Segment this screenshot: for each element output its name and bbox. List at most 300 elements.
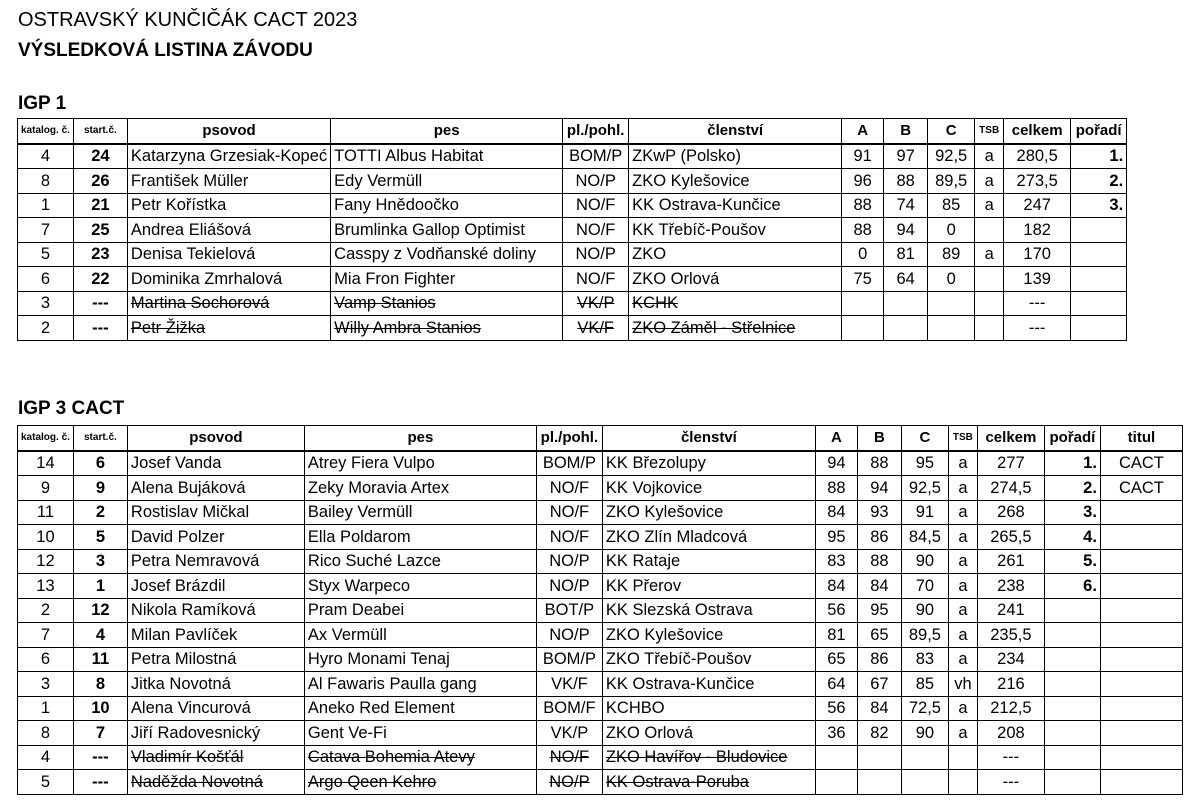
cell-clenstvi: ZKO Kylešovice: [629, 169, 842, 194]
results-table-igp1: [17, 118, 1127, 341]
cell-celkem: ---: [1004, 291, 1071, 316]
cell-b: 82: [857, 721, 901, 746]
cell-tsb: [948, 745, 977, 770]
cell-tsb: a: [948, 696, 977, 721]
cell-poradi: [1071, 291, 1127, 316]
cell-start: 3: [73, 549, 127, 574]
cell-plpohl: NO/F: [536, 745, 602, 770]
cell-b: 84: [857, 696, 901, 721]
cell-katalog: 2: [18, 598, 74, 623]
table-row: [18, 476, 1183, 501]
cell-c: 90: [901, 721, 948, 746]
cell-pes: Pram Deabei: [304, 598, 536, 623]
cell-katalog: 3: [18, 672, 74, 697]
cell-celkem: 139: [1004, 267, 1071, 292]
cell-tsb: a: [948, 598, 977, 623]
cell-poradi: [1044, 647, 1100, 672]
cell-tsb: vh: [948, 672, 977, 697]
cell-b: 67: [857, 672, 901, 697]
cell-celkem: 265,5: [977, 525, 1044, 550]
cell-clenstvi: ZKO Kylešovice: [602, 623, 815, 648]
table-row: [18, 193, 1127, 218]
cell-c: 85: [901, 672, 948, 697]
cell-clenstvi: KK Ostrava-Kunčice: [629, 193, 842, 218]
cell-poradi: 3.: [1044, 500, 1100, 525]
cell-plpohl: NO/P: [536, 549, 602, 574]
cell-clenstvi: KK Ostrava-Kunčice: [602, 672, 815, 697]
table-row: [18, 291, 1127, 316]
col-clenstvi: členství: [602, 426, 815, 451]
cell-pes: Zeky Moravia Artex: [304, 476, 536, 501]
cell-pes: Atrey Fiera Vulpo: [304, 451, 536, 476]
cell-tsb: a: [948, 623, 977, 648]
cell-c: 83: [901, 647, 948, 672]
cell-b: 88: [857, 549, 901, 574]
cell-celkem: 212,5: [977, 696, 1044, 721]
cell-titul: [1100, 549, 1182, 574]
cell-b: 88: [857, 451, 901, 476]
cell-katalog: 5: [18, 242, 74, 267]
table-row: [18, 647, 1183, 672]
table-row: [18, 745, 1183, 770]
cell-start: 9: [73, 476, 127, 501]
cell-katalog: 7: [18, 623, 74, 648]
cell-start: 4: [73, 623, 127, 648]
col-start: start.č.: [73, 119, 127, 144]
cell-poradi: [1044, 721, 1100, 746]
cell-pes: Bailey Vermüll: [304, 500, 536, 525]
cell-psovod: Dominika Zmrhalová: [127, 267, 330, 292]
cell-c: 70: [901, 574, 948, 599]
cell-clenstvi: KK Třebíč-Poušov: [629, 218, 842, 243]
cell-celkem: ---: [977, 745, 1044, 770]
cell-pes: Ella Poldarom: [304, 525, 536, 550]
cell-clenstvi: KK Březolupy: [602, 451, 815, 476]
cell-katalog: 4: [18, 745, 74, 770]
cell-clenstvi: ZKwP (Polsko): [629, 144, 842, 169]
table-row: [18, 721, 1183, 746]
cell-clenstvi: ZKO Orlová: [602, 721, 815, 746]
cell-titul: [1100, 770, 1182, 795]
cell-a: [842, 291, 884, 316]
cell-a: [815, 745, 857, 770]
cell-psovod: Petra Nemravová: [127, 549, 304, 574]
cell-titul: [1100, 574, 1182, 599]
cell-plpohl: VK/P: [536, 721, 602, 746]
cell-clenstvi: KK Rataje: [602, 549, 815, 574]
cell-start: 10: [73, 696, 127, 721]
cell-b: 74: [884, 193, 928, 218]
cell-poradi: 3.: [1071, 193, 1127, 218]
col-psovod: psovod: [127, 119, 330, 144]
col-b: B: [884, 119, 928, 144]
col-tsb: TSB: [975, 119, 1004, 144]
table-row: [18, 144, 1127, 169]
cell-plpohl: VK/F: [536, 672, 602, 697]
cell-titul: [1100, 672, 1182, 697]
cell-pes: Brumlinka Gallop Optimist: [331, 218, 563, 243]
col-poradi: pořadí: [1044, 426, 1100, 451]
cell-tsb: a: [948, 549, 977, 574]
cell-clenstvi: ZKO Havířov - Bludovice: [602, 745, 815, 770]
cell-katalog: 4: [18, 144, 74, 169]
cell-pes: Edy Vermüll: [331, 169, 563, 194]
table-row: [18, 169, 1127, 194]
cell-clenstvi: ZKO Záměl - Střelnice: [629, 316, 842, 341]
cell-plpohl: NO/F: [536, 476, 602, 501]
col-poradi: pořadí: [1071, 119, 1127, 144]
table-row: [18, 451, 1183, 476]
col-a: A: [815, 426, 857, 451]
cell-a: 56: [815, 598, 857, 623]
cell-titul: [1100, 721, 1182, 746]
cell-tsb: a: [948, 476, 977, 501]
cell-tsb: a: [975, 144, 1004, 169]
cell-plpohl: NO/F: [563, 267, 629, 292]
cell-pes: Gent Ve-Fi: [304, 721, 536, 746]
cell-poradi: [1071, 218, 1127, 243]
col-c: C: [928, 119, 975, 144]
cell-celkem: 247: [1004, 193, 1071, 218]
cell-psovod: Rostislav Mičkal: [127, 500, 304, 525]
cell-plpohl: NO/P: [536, 574, 602, 599]
table-row: [18, 598, 1183, 623]
cell-poradi: [1044, 745, 1100, 770]
cell-psovod: Petr Kořístka: [127, 193, 330, 218]
cell-titul: CACT: [1100, 476, 1182, 501]
cell-b: [884, 291, 928, 316]
table-row: [18, 525, 1183, 550]
cell-celkem: 280,5: [1004, 144, 1071, 169]
cell-pes: Mia Fron Fighter: [331, 267, 563, 292]
cell-poradi: 5.: [1044, 549, 1100, 574]
cell-poradi: 1.: [1071, 144, 1127, 169]
col-psovod: psovod: [127, 426, 304, 451]
cell-plpohl: NO/F: [563, 193, 629, 218]
cell-katalog: 3: [18, 291, 74, 316]
cell-plpohl: BOT/P: [536, 598, 602, 623]
cell-katalog: 5: [18, 770, 74, 795]
cell-c: [901, 770, 948, 795]
cell-c: 89,5: [901, 623, 948, 648]
cell-tsb: [975, 316, 1004, 341]
cell-clenstvi: KK Slezská Ostrava: [602, 598, 815, 623]
cell-plpohl: NO/P: [536, 770, 602, 795]
cell-tsb: a: [975, 169, 1004, 194]
cell-katalog: 10: [18, 525, 74, 550]
cell-a: 88: [842, 193, 884, 218]
cell-katalog: 14: [18, 451, 74, 476]
cell-c: 0: [928, 267, 975, 292]
cell-celkem: 277: [977, 451, 1044, 476]
cell-tsb: a: [948, 451, 977, 476]
cell-katalog: 1: [18, 696, 74, 721]
cell-a: 94: [815, 451, 857, 476]
cell-a: [842, 316, 884, 341]
cell-psovod: Jitka Novotná: [127, 672, 304, 697]
table-row: [18, 218, 1127, 243]
table-row: [18, 500, 1183, 525]
cell-katalog: 7: [18, 218, 74, 243]
cell-c: [928, 291, 975, 316]
cell-katalog: 6: [18, 267, 74, 292]
cell-tsb: a: [948, 647, 977, 672]
table-row: [18, 267, 1127, 292]
cell-a: 95: [815, 525, 857, 550]
cell-psovod: Petra Milostná: [127, 647, 304, 672]
cell-tsb: [975, 218, 1004, 243]
cell-c: 89: [928, 242, 975, 267]
cell-start: 5: [73, 525, 127, 550]
cell-titul: CACT: [1100, 451, 1182, 476]
cell-tsb: a: [975, 193, 1004, 218]
cell-pes: Rico Suché Lazce: [304, 549, 536, 574]
col-celkem: celkem: [977, 426, 1044, 451]
cell-pes: Hyro Monami Tenaj: [304, 647, 536, 672]
cell-plpohl: NO/P: [563, 242, 629, 267]
cell-start: 21: [73, 193, 127, 218]
cell-a: 84: [815, 500, 857, 525]
cell-psovod: Jiří Radovesnický: [127, 721, 304, 746]
cell-psovod: David Polzer: [127, 525, 304, 550]
cell-psovod: Josef Brázdil: [127, 574, 304, 599]
cell-psovod: Andrea Eliášová: [127, 218, 330, 243]
cell-a: 88: [815, 476, 857, 501]
cell-tsb: a: [948, 525, 977, 550]
cell-poradi: [1044, 696, 1100, 721]
cell-titul: [1100, 696, 1182, 721]
table-row: [18, 242, 1127, 267]
cell-plpohl: BOM/P: [536, 647, 602, 672]
cell-b: 94: [857, 476, 901, 501]
cell-a: 88: [842, 218, 884, 243]
cell-start: 8: [73, 672, 127, 697]
table-header-row: [18, 426, 1183, 451]
cell-start: 23: [73, 242, 127, 267]
col-katalog: katalog. č.: [18, 426, 74, 451]
cell-c: [901, 745, 948, 770]
col-clenstvi: členství: [629, 119, 842, 144]
results-table-igp3: [17, 425, 1183, 795]
cell-titul: [1100, 500, 1182, 525]
cell-c: 85: [928, 193, 975, 218]
cell-b: 95: [857, 598, 901, 623]
cell-a: 64: [815, 672, 857, 697]
cell-c: 90: [901, 598, 948, 623]
cell-b: 93: [857, 500, 901, 525]
cell-start: 24: [73, 144, 127, 169]
cell-katalog: 6: [18, 647, 74, 672]
cell-c: 92,5: [928, 144, 975, 169]
cell-b: [857, 745, 901, 770]
cell-poradi: 2.: [1044, 476, 1100, 501]
cell-b: 65: [857, 623, 901, 648]
cell-b: [857, 770, 901, 795]
section-title-igp1: IGP 1: [18, 93, 67, 114]
cell-plpohl: BOM/P: [536, 451, 602, 476]
cell-plpohl: VK/F: [563, 316, 629, 341]
cell-katalog: 11: [18, 500, 74, 525]
cell-clenstvi: ZKO: [629, 242, 842, 267]
cell-celkem: 268: [977, 500, 1044, 525]
cell-start: ---: [73, 291, 127, 316]
cell-a: 65: [815, 647, 857, 672]
cell-poradi: [1071, 242, 1127, 267]
cell-start: ---: [73, 770, 127, 795]
cell-celkem: 208: [977, 721, 1044, 746]
cell-pes: Vamp Stanios: [331, 291, 563, 316]
cell-c: [928, 316, 975, 341]
cell-pes: Casspy z Vodňanské doliny: [331, 242, 563, 267]
cell-clenstvi: KCHBO: [602, 696, 815, 721]
cell-start: 6: [73, 451, 127, 476]
table-row: [18, 696, 1183, 721]
cell-start: 25: [73, 218, 127, 243]
cell-c: 84,5: [901, 525, 948, 550]
cell-b: 86: [857, 647, 901, 672]
cell-celkem: 261: [977, 549, 1044, 574]
cell-tsb: [948, 770, 977, 795]
cell-psovod: Petr Žižka: [127, 316, 330, 341]
cell-a: 91: [842, 144, 884, 169]
col-pes: pes: [331, 119, 563, 144]
cell-pes: Willy Ambra Stanios: [331, 316, 563, 341]
cell-psovod: Denisa Tekielová: [127, 242, 330, 267]
cell-plpohl: NO/F: [563, 218, 629, 243]
cell-celkem: ---: [1004, 316, 1071, 341]
cell-plpohl: BOM/P: [563, 144, 629, 169]
cell-poradi: 2.: [1071, 169, 1127, 194]
table-row: [18, 623, 1183, 648]
cell-psovod: Milan Pavlíček: [127, 623, 304, 648]
cell-celkem: 216: [977, 672, 1044, 697]
cell-titul: [1100, 525, 1182, 550]
cell-katalog: 9: [18, 476, 74, 501]
cell-tsb: a: [948, 500, 977, 525]
cell-plpohl: NO/F: [536, 525, 602, 550]
cell-b: [884, 316, 928, 341]
cell-c: 89,5: [928, 169, 975, 194]
cell-start: ---: [73, 745, 127, 770]
cell-start: ---: [73, 316, 127, 341]
cell-poradi: 4.: [1044, 525, 1100, 550]
cell-poradi: [1044, 623, 1100, 648]
cell-psovod: Martina Sochorová: [127, 291, 330, 316]
cell-titul: [1100, 623, 1182, 648]
cell-celkem: 182: [1004, 218, 1071, 243]
cell-psovod: Naděžda Novotná: [127, 770, 304, 795]
cell-plpohl: VK/P: [563, 291, 629, 316]
event-title: OSTRAVSKÝ KUNČIČÁK CACT 2023: [18, 9, 358, 31]
cell-pes: Aneko Red Element: [304, 696, 536, 721]
cell-start: 7: [73, 721, 127, 746]
cell-start: 26: [73, 169, 127, 194]
cell-poradi: [1044, 598, 1100, 623]
cell-katalog: 8: [18, 721, 74, 746]
cell-katalog: 13: [18, 574, 74, 599]
cell-a: 84: [815, 574, 857, 599]
table-row: [18, 770, 1183, 795]
cell-katalog: 8: [18, 169, 74, 194]
cell-katalog: 1: [18, 193, 74, 218]
cell-c: 95: [901, 451, 948, 476]
cell-b: 97: [884, 144, 928, 169]
cell-tsb: a: [948, 721, 977, 746]
table-row: [18, 316, 1127, 341]
cell-a: 96: [842, 169, 884, 194]
cell-plpohl: BOM/F: [536, 696, 602, 721]
cell-poradi: 1.: [1044, 451, 1100, 476]
cell-clenstvi: KK Vojkovice: [602, 476, 815, 501]
cell-c: 91: [901, 500, 948, 525]
cell-c: 72,5: [901, 696, 948, 721]
cell-tsb: a: [948, 574, 977, 599]
cell-a: 36: [815, 721, 857, 746]
cell-pes: Catava Bohemia Atevy: [304, 745, 536, 770]
col-start: start.č.: [73, 426, 127, 451]
cell-b: 88: [884, 169, 928, 194]
col-plpohl: pl./pohl.: [563, 119, 629, 144]
table-row: [18, 549, 1183, 574]
table-row: [18, 672, 1183, 697]
col-katalog: katalog. č.: [18, 119, 74, 144]
cell-celkem: ---: [977, 770, 1044, 795]
cell-pes: Ax Vermüll: [304, 623, 536, 648]
col-plpohl: pl./pohl.: [536, 426, 602, 451]
cell-poradi: [1071, 316, 1127, 341]
col-celkem: celkem: [1004, 119, 1071, 144]
cell-clenstvi: ZKO Orlová: [629, 267, 842, 292]
cell-pes: Styx Warpeco: [304, 574, 536, 599]
cell-start: 1: [73, 574, 127, 599]
cell-b: 94: [884, 218, 928, 243]
table-row: [18, 574, 1183, 599]
col-pes: pes: [304, 426, 536, 451]
col-titul: titul: [1100, 426, 1182, 451]
cell-celkem: 235,5: [977, 623, 1044, 648]
cell-clenstvi: ZKO Kylešovice: [602, 500, 815, 525]
cell-psovod: Josef Vanda: [127, 451, 304, 476]
cell-tsb: [975, 291, 1004, 316]
cell-titul: [1100, 598, 1182, 623]
section-title-igp3: IGP 3 CACT: [18, 398, 125, 419]
cell-a: 83: [815, 549, 857, 574]
cell-poradi: [1071, 267, 1127, 292]
cell-clenstvi: KK Ostrava-Poruba: [602, 770, 815, 795]
col-a: A: [842, 119, 884, 144]
cell-plpohl: NO/P: [536, 623, 602, 648]
cell-start: 11: [73, 647, 127, 672]
cell-psovod: Nikola Ramíková: [127, 598, 304, 623]
cell-psovod: František Müller: [127, 169, 330, 194]
cell-c: 92,5: [901, 476, 948, 501]
cell-a: [815, 770, 857, 795]
cell-c: 90: [901, 549, 948, 574]
col-b: B: [857, 426, 901, 451]
cell-celkem: 274,5: [977, 476, 1044, 501]
cell-poradi: [1044, 770, 1100, 795]
cell-b: 86: [857, 525, 901, 550]
cell-celkem: 234: [977, 647, 1044, 672]
cell-katalog: 2: [18, 316, 74, 341]
col-tsb: TSB: [948, 426, 977, 451]
cell-clenstvi: KCHK: [629, 291, 842, 316]
cell-tsb: a: [975, 242, 1004, 267]
cell-clenstvi: ZKO Zlín Mladcová: [602, 525, 815, 550]
cell-clenstvi: KK Přerov: [602, 574, 815, 599]
cell-poradi: [1044, 672, 1100, 697]
results-subtitle: VÝSLEDKOVÁ LISTINA ZÁVODU: [18, 40, 313, 61]
